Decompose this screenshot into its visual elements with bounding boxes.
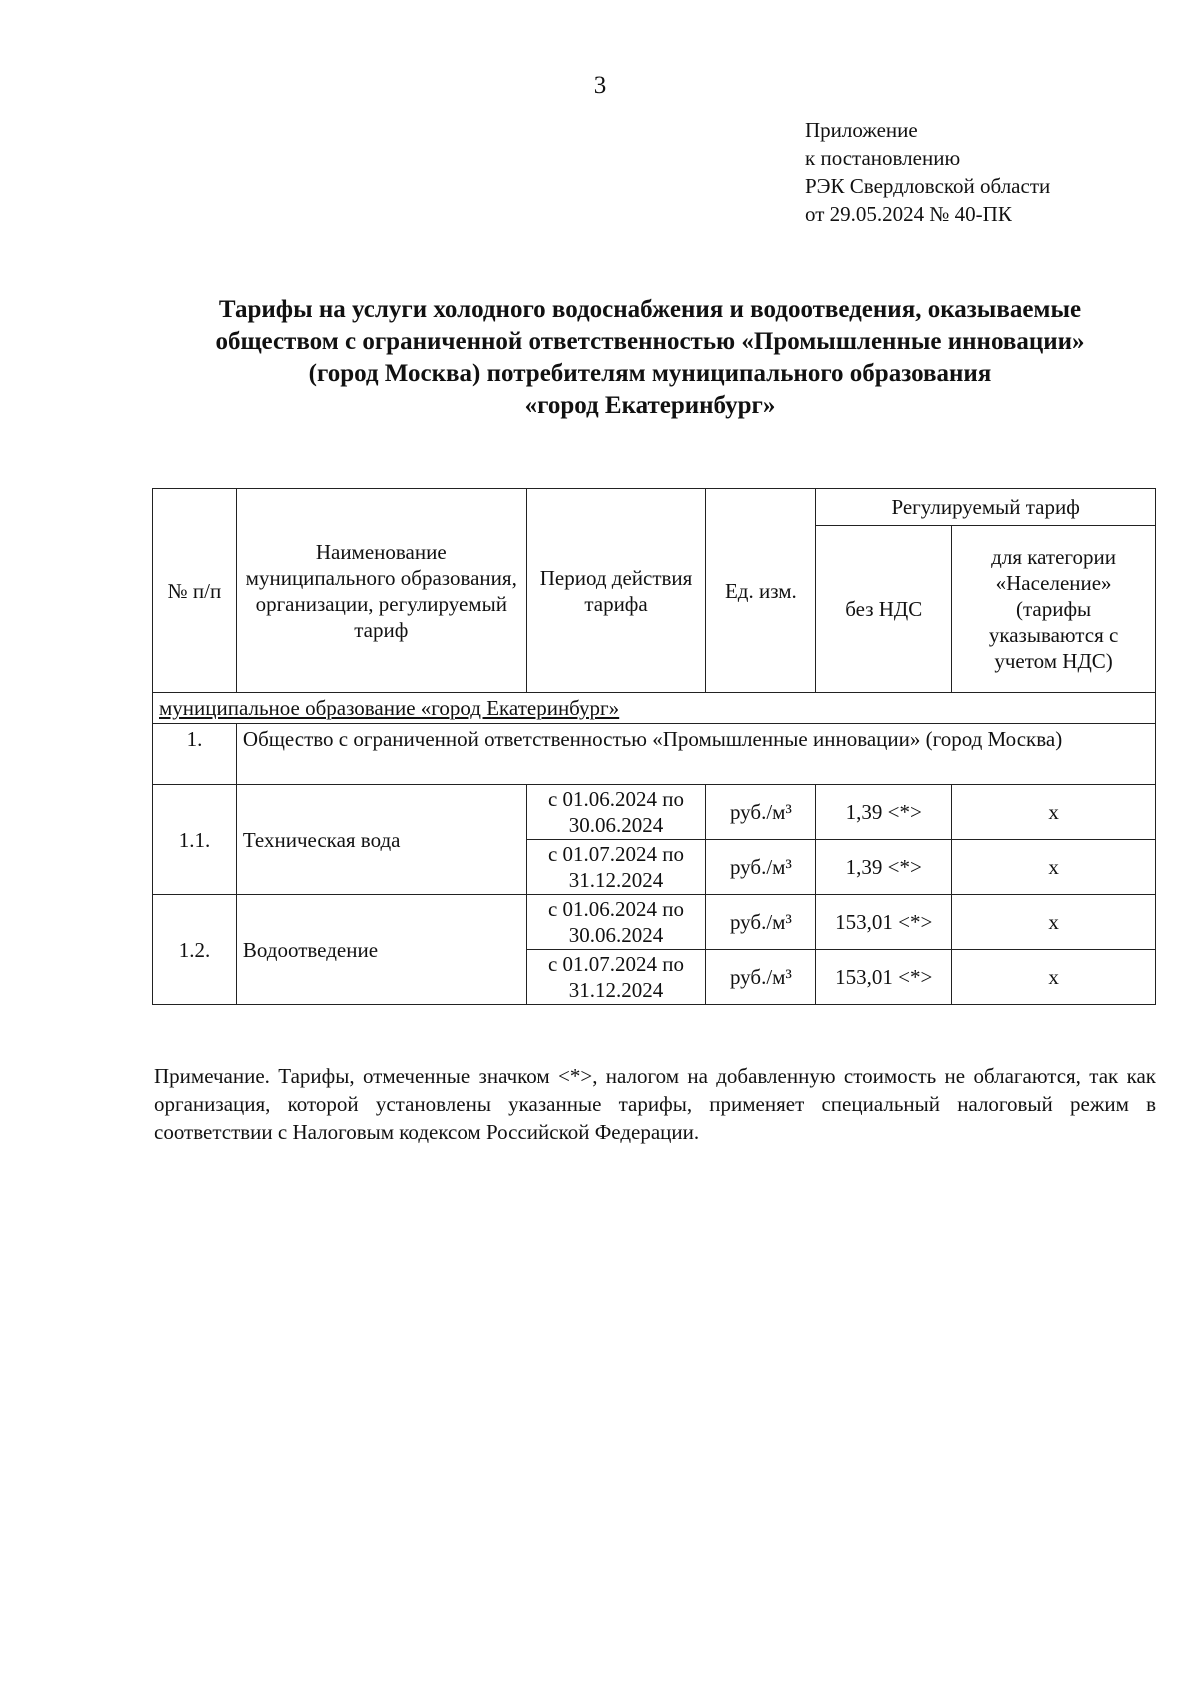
population-cell: х: [952, 895, 1156, 950]
table-row: [153, 724, 1156, 785]
period-cell: с 01.06.2024 по 30.06.2024: [526, 895, 706, 950]
appendix-line: от 29.05.2024 № 40-ПК: [805, 202, 1012, 226]
note-text: Примечание. Тарифы, отмеченные значком <*>, налогом на добавленную стоимость не облагаются, так как организация, которой установлены указанные тарифы, применяет специальный налоговый режим в соответствии с Налоговым кодексом Российской Федерации.: [154, 1064, 1156, 1144]
header-num: № п/п: [153, 489, 237, 693]
no-vat-cell: 153,01 <*>: [816, 895, 952, 950]
group-num: 1.2.: [153, 895, 237, 1005]
page-number: 3: [593, 72, 607, 99]
org-num: 1.: [153, 724, 237, 785]
period-cell: с 01.07.2024 по 31.12.2024: [526, 840, 706, 895]
unit-cell: руб./м³: [706, 895, 816, 950]
group-num: 1.1.: [153, 785, 237, 895]
group-name: Техническая вода: [236, 785, 526, 895]
no-vat-cell: 1,39 <*>: [816, 840, 952, 895]
title-line: Тарифы на услуги холодного водоснабжения и водоотведения, оказываемые: [218, 296, 1082, 323]
header-unit: Ед. изм.: [706, 489, 816, 693]
population-cell: х: [952, 950, 1156, 1005]
appendix-line: РЭК Свердловской области: [805, 174, 1051, 198]
org-name: Общество с ограниченной ответственностью «Промышленные инновации» (город Москва): [236, 724, 1155, 785]
table-row: [153, 785, 1156, 840]
period-cell: с 01.06.2024 по 30.06.2024: [526, 785, 706, 840]
title-line: «город Екатеринбург»: [524, 392, 776, 419]
group-name: Водоотведение: [236, 895, 526, 1005]
no-vat-cell: 1,39 <*>: [816, 785, 952, 840]
appendix-line: Приложение: [805, 118, 918, 142]
no-vat-cell: 153,01 <*>: [816, 950, 952, 1005]
header-population: для категории «Население» (тарифы указываются с учетом НДС): [952, 526, 1156, 693]
unit-cell: руб./м³: [706, 950, 816, 1005]
period-cell: с 01.07.2024 по 31.12.2024: [526, 950, 706, 1005]
header-no-vat: без НДС: [816, 526, 952, 693]
header-name: Наименование муниципального образования, организации, регулируемый тариф: [236, 489, 526, 693]
appendix-block: [805, 116, 1050, 228]
unit-cell: руб./м³: [706, 840, 816, 895]
section-row: муниципальное образование «город Екатеринбург»: [153, 693, 1156, 724]
population-cell: х: [952, 785, 1156, 840]
document-title: [140, 294, 1160, 422]
title-line: (город Москва) потребителям муниципального образования: [308, 360, 992, 387]
header-period: Период действия тарифа: [526, 489, 706, 693]
title-line: обществом с ограниченной ответственностью «Промышленные инновации»: [215, 328, 1085, 355]
tariff-table: [152, 488, 1156, 1005]
unit-cell: руб./м³: [706, 785, 816, 840]
population-cell: х: [952, 840, 1156, 895]
table-row: [153, 895, 1156, 950]
appendix-line: к постановлению: [805, 146, 961, 170]
header-regulated-tariff: Регулируемый тариф: [816, 489, 1156, 526]
